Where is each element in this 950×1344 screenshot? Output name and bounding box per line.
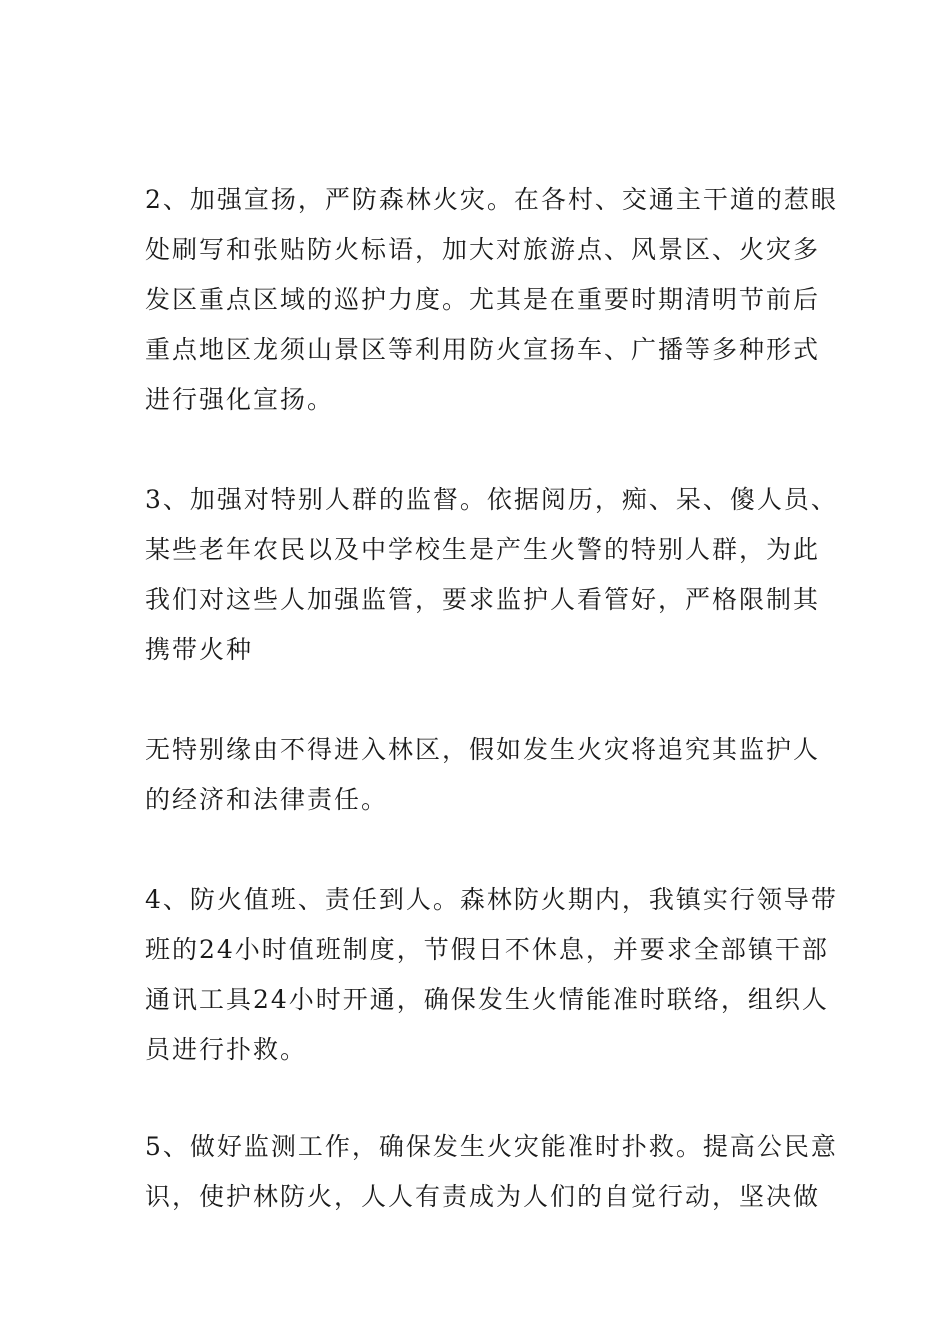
text-line: 处刷写和张贴防火标语，加大对旅游点、风景区、火灾多: [145, 235, 821, 264]
text-line: 某些老年农民以及中学校生是产生火警的特别人群，为此: [145, 535, 821, 564]
text-line: 携带火种: [145, 635, 254, 664]
text-line: 的经济和法律责任。: [145, 785, 389, 814]
text-line: 识，使护林防火，人人有责成为人们的自觉行动，坚决做: [145, 1182, 821, 1211]
paragraph-5-monitoring: [145, 1122, 838, 1222]
text-line: 5、做好监测工作，确保发生火灾能准时扑救。提高公民意: [145, 1132, 838, 1161]
text-line: 通讯工具24小时开通，确保发生火情能准时联络，组织人: [145, 985, 829, 1014]
text-line: 3、加强对特别人群的监督。依据阅历，痴、呆、傻人员、: [145, 485, 838, 514]
text-line: 4、防火值班、责任到人。森林防火期内，我镇实行领导带: [145, 885, 838, 914]
text-line: 我们对这些人加强监管，要求监护人看管好，严格限制其: [145, 585, 821, 614]
paragraph-3-continued: [145, 725, 821, 825]
paragraph-3-supervision: [145, 475, 838, 675]
text-line: 2、加强宣扬，严防森林火灾。在各村、交通主干道的惹眼: [145, 185, 838, 214]
text-line: 无特别缘由不得进入林区，假如发生火灾将追究其监护人: [145, 735, 821, 764]
text-line: 班的24小时值班制度，节假日不休息，并要求全部镇干部: [145, 935, 829, 964]
text-line: 重点地区龙须山景区等利用防火宣扬车、广播等多种形式: [145, 335, 821, 364]
paragraph-4-duty: [145, 875, 838, 1075]
paragraph-2-publicity: [145, 175, 838, 425]
text-line: 进行强化宣扬。: [145, 385, 335, 414]
text-line: 发区重点区域的巡护力度。尤其是在重要时期清明节前后: [145, 285, 821, 314]
text-line: 员进行扑救。: [145, 1035, 308, 1064]
